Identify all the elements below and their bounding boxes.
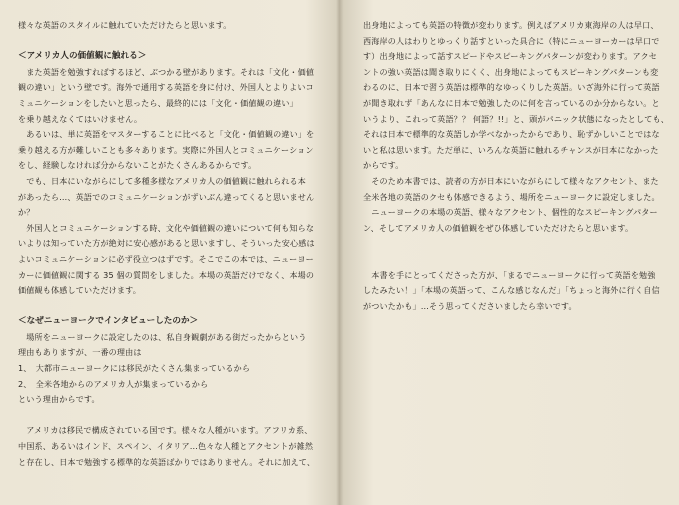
text-line: 外国人とコミュニケーションする時、文化や価値観の違いについて何も知らな [18, 222, 315, 233]
text-line: 場所をニューヨークに設定したのは、私自身観劇がある街だったからという [18, 331, 307, 342]
paragraph-gap [363, 236, 669, 252]
text-line: でも、日本にいながらにして多種多様なアメリカ人の価値観に触れられる本 [18, 175, 306, 186]
text-line: いよりは知っていた方が絶対に安心感があると思いますし、そういった安心感は [18, 238, 315, 249]
text-line: があったら…、英語でのコミュニケーションがずいぶん違ってくると思いません [18, 191, 315, 202]
text-line: ントの強い英語は聞き取りにくく、出身地によってもスピーキングパターンも変 [363, 66, 659, 77]
text-line: 本書を手にとってくださった方が、「まるでニューヨークに行って英語を勉強 [363, 269, 656, 280]
paragraph-gap [18, 34, 328, 50]
text-line: からです。 [363, 160, 404, 171]
text-line: が聞き取れず「あんなに日本で勉強したのに何を言っているのか分からない。と [363, 97, 660, 108]
text-line: ニューヨークの本場の英語、様々なアクセント、個性的なスピーキングパター [363, 207, 658, 218]
text-line: をし、経験しなければ分からないことがたくさんあるからです。 [18, 160, 257, 171]
text-line: いと私は思います。ただ単に、いろんな英語に触れるチャンスが日本になかった [363, 144, 659, 155]
text-line: したみたい！」「本場の英語って、こんな感じなんだ」「ちょっと海外に行く自信 [363, 285, 660, 296]
text-line: という理由からです。 [18, 394, 100, 405]
text-line: わるのに、日本で習う英語は標準的なゆっくりした英語。いざ海外に行って英語 [363, 82, 660, 93]
text-line: 理由もありますが、一番の理由は [18, 347, 142, 358]
text-line: あるいは、単に英語をマスターすることに比べると「文化・価値観の違い」を [18, 129, 315, 140]
text-line: 2、 全米各地からのアメリカ人が集まっているから [18, 378, 209, 389]
text-line: 全米各地の英語のクセも体感できるよう、場所をニューヨークに設定しました。 [363, 191, 660, 202]
section-heading: ＜なぜニューヨークでインタビューしたのか＞ [18, 316, 199, 327]
text-line: か？ [18, 207, 35, 218]
paragraph-gap [18, 408, 328, 424]
text-line: 中国系、あるいはインド、スペイン、イタリア…色々な人種とアクセントが雑然 [18, 441, 314, 452]
text-line: 西海岸の人はわりとゆっくり話すといった具合に（特にニューヨーカーは早口で [363, 35, 660, 46]
text-line: それは日本で標準的な英語しか学べなかったからであり、恥ずかしいことではな [363, 129, 660, 140]
text-line: 観の違い」という壁です。海外で通用する英語を身に付け、外国人とよりよいコ [18, 82, 314, 93]
paragraph-gap [18, 299, 328, 315]
text-line: カーに価値観に関する 35 個の質問をしました。本場の英語だけでなく、本場の [18, 269, 315, 280]
text-line: を乗り越えなくてはいけません。 [18, 113, 143, 124]
text-line: す）出身地によって話すスピードやスピーキングパターンが変わります。アクセ [363, 51, 658, 62]
text-line: 1、 大都市ニューヨークには移民がたくさん集まっているから [18, 363, 251, 374]
left-page [0, 0, 338, 505]
text-line: ミュニケーションをしたいと思ったら、最終的には「文化・価値観の違い」 [18, 97, 298, 108]
section-heading: ＜アメリカ人の価値観に触れる＞ [18, 51, 147, 62]
text-line: アメリカは移民で構成されている国です。様々な人種がいます。アフリカ系、 [18, 425, 313, 436]
text-line: よいコミュニケーションに必ず役立つはずです。そこでこの本では、ニューヨー [18, 253, 314, 264]
text-line: がついたかも」…そう思ってくださいましたら幸いです。 [363, 300, 577, 311]
text-line: 乗り越える方が難しいことも多々あります。実際に外国人とコミュニケーション [18, 144, 314, 155]
text-line: また英語を勉強すればするほど、ぶつかる壁があります。それは「文化・価値 [18, 66, 315, 77]
text-line: そのため本書では、読者の方が日本にいながらにして様々なアクセント、また [363, 175, 659, 186]
text-line: ン、そしてアメリカ人の価値観をぜひ体感していただけたらと思います。 [363, 222, 634, 233]
right-page [341, 0, 679, 505]
text-line: いうより、これって英語？？ 何語？!!」と、頭がパニック状態になったとしても、 [363, 113, 669, 124]
text-line: 価値観も体感していただけます。 [18, 285, 142, 296]
paragraph-gap [363, 252, 669, 268]
text-line: 様々な英語のスタイルに触れていただけたらと思います。 [18, 20, 232, 30]
text-line: 出身地によっても英語の特徴が変わります。例えばアメリカ東海岸の人は早口、 [363, 20, 659, 30]
text-line: と存在し、日本で勉強する標準的な英語ばかりではありません。それに加えて、 [18, 456, 316, 467]
